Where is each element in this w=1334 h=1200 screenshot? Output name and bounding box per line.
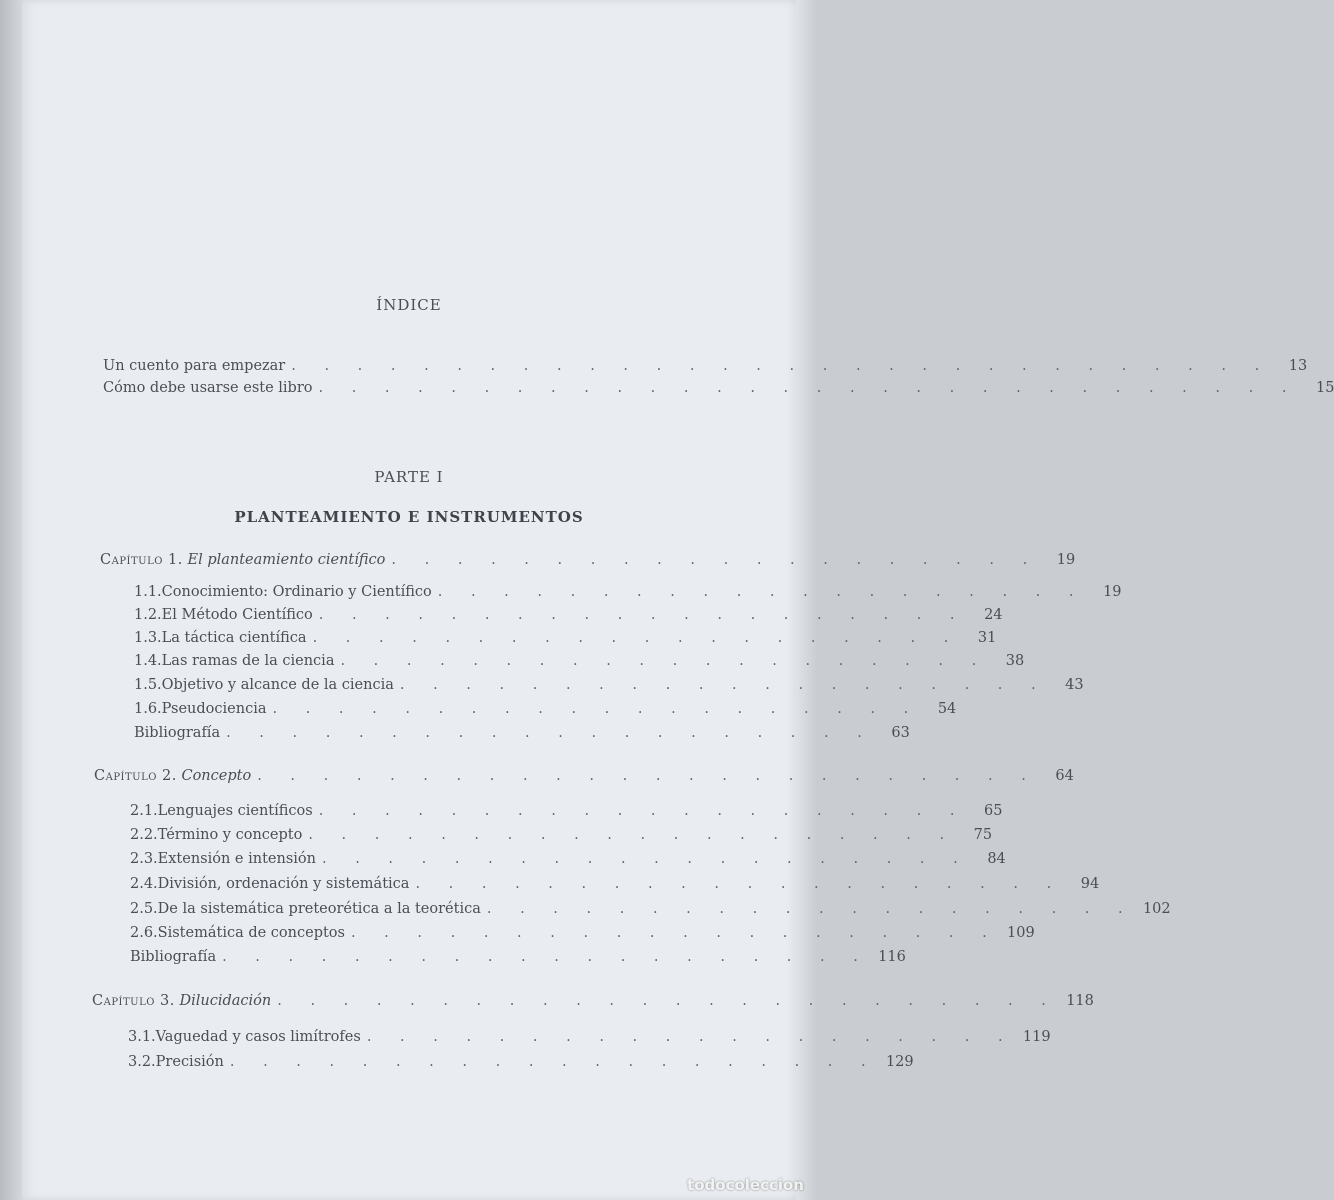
part-label: PARTE I (374, 468, 444, 486)
chapter-page: 64 (1055, 768, 1074, 784)
section-entry (134, 627, 997, 649)
leader-dots: . . . . . . . . . . . . . . . . . . . . (229, 1054, 878, 1070)
section-page: 84 (987, 851, 1006, 867)
section-entry (130, 848, 1006, 870)
leader-dots: . . . . . . . . . . . . . . . . . . . . (318, 803, 967, 819)
chapter-heading (94, 765, 1074, 787)
section-label: Vaguedad y casos limítrofes (155, 1029, 361, 1045)
section-number: 2.4. (130, 876, 158, 892)
section-entry (134, 722, 910, 744)
leader-dots: . . . . . . . . . . . . . . . . . . . . (366, 1029, 1015, 1045)
leader-dots: . . . . . . . . . . . . . . . . . . . . . . . . . . . . . . (318, 380, 1299, 396)
section-entry (130, 946, 906, 968)
leader-dots: . . . . . . . . . . . . . . . . . . . . (340, 653, 989, 669)
section-entry (130, 800, 1003, 822)
section-page: 19 (1103, 584, 1122, 600)
section-entry (130, 873, 1100, 895)
section-entry (134, 581, 1122, 603)
section-label: Extensión e intensión (157, 851, 316, 867)
section-number: 2.6. (130, 925, 158, 941)
section-page: 116 (878, 949, 906, 965)
index-title: ÍNDICE (376, 296, 442, 314)
section-page: 75 (973, 827, 993, 843)
section-page: 94 (1080, 876, 1100, 892)
chapter-title: El planteamiento científico (187, 552, 386, 568)
section-entry (134, 604, 1003, 626)
chapter-number: Capítulo 2. (94, 768, 177, 784)
section-label: División, ordenación y sistemática (157, 876, 410, 892)
section-label: Pseudociencia (161, 701, 267, 717)
leader-dots: . . . . . . . . . . . . . . . . . . . . . . . . . . . . . . (291, 358, 1272, 374)
toc-entry-page: 13 (1288, 358, 1308, 374)
toc-entry-page: 15 (1316, 380, 1334, 396)
section-page: 65 (984, 803, 1003, 819)
leader-dots: . . . . . . . . . . . . . . . . . . . . (415, 876, 1064, 892)
section-number: 1.3. (134, 630, 162, 646)
leader-dots: . . . . . . . . . . . . . . . . . . . . (272, 701, 921, 717)
section-label: Sistemática de conceptos (157, 925, 345, 941)
section-entry (130, 824, 993, 846)
section-entry (130, 922, 1035, 944)
chapter-heading (92, 990, 1094, 1012)
section-page: 109 (1007, 925, 1035, 941)
section-number: 2.2. (130, 827, 158, 843)
section-label: Conocimiento: Ordinario y Científico (161, 584, 432, 600)
leader-dots: . . . . . . . . . . . . . . . . . . . . (308, 827, 957, 843)
leader-dots: . . . . . . . . . . . . . . . . . . . . (437, 584, 1086, 600)
section-label: Objetivo y alcance de la ciencia (161, 677, 394, 693)
section-number: 1.1. (134, 584, 162, 600)
section-label: El Método Científico (161, 607, 313, 623)
section-number: 2.3. (130, 851, 158, 867)
section-number: 1.6. (134, 701, 162, 717)
section-label: Bibliografía (130, 949, 217, 965)
section-label: Las ramas de la ciencia (161, 653, 335, 669)
section-entry (134, 698, 957, 720)
leader-dots: . . . . . . . . . . . . . . . . . . . . (486, 901, 1135, 917)
section-number: 2.1. (130, 803, 158, 819)
section-page: 24 (984, 607, 1003, 623)
chapter-title: Concepto (181, 768, 252, 784)
section-page: 119 (1022, 1029, 1051, 1045)
part-title: PLANTEAMIENTO E INSTRUMENTOS (234, 508, 584, 526)
section-label: Precisión (155, 1054, 224, 1070)
section-label: Término y concepto (157, 827, 303, 843)
section-entry (134, 674, 1084, 696)
leader-dots: . . . . . . . . . . . . . . . . . . . . . . . . (277, 993, 1058, 1009)
section-number: 3.1. (128, 1029, 156, 1045)
chapter-number: Capítulo 3. (92, 993, 175, 1009)
section-number: 3.2. (128, 1054, 156, 1070)
section-label: La táctica científica (161, 630, 307, 646)
toc-entry (103, 355, 1308, 377)
chapter-heading (100, 549, 1076, 571)
book-spine (0, 0, 22, 1200)
section-number: 1.4. (134, 653, 162, 669)
leader-dots: . . . . . . . . . . . . . . . . . . . . (350, 925, 999, 941)
section-page: 31 (977, 630, 997, 646)
chapter-page: 118 (1066, 993, 1094, 1009)
leader-dots: . . . . . . . . . . . . . . . . . . . . (312, 630, 961, 646)
leader-dots: . . . . . . . . . . . . . . . . . . . . (222, 949, 870, 965)
section-label: Bibliografía (134, 725, 221, 741)
section-page: 54 (937, 701, 957, 717)
toc-entry-label: Cómo debe usarse este libro (103, 380, 313, 396)
watermark: todocoleccion (687, 1176, 804, 1194)
section-page: 43 (1065, 677, 1084, 693)
leader-dots: . . . . . . . . . . . . . . . . . . . . (226, 725, 874, 741)
section-entry (130, 898, 1171, 920)
section-label: Lenguajes científicos (157, 803, 313, 819)
leader-dots: . . . . . . . . . . . . . . . . . . . . (399, 677, 1048, 693)
section-page: 102 (1142, 901, 1171, 917)
section-page: 129 (885, 1054, 914, 1070)
section-page: 63 (891, 725, 910, 741)
chapter-number: Capítulo 1. (100, 552, 183, 568)
section-number: 1.2. (134, 607, 162, 623)
leader-dots: . . . . . . . . . . . . . . . . . . . . (322, 851, 970, 867)
chapter-title: Dilucidación (179, 993, 272, 1009)
section-label: De la sistemática preteorética a la teorética (157, 901, 481, 917)
section-number: 1.5. (134, 677, 162, 693)
section-entry (128, 1051, 914, 1073)
section-entry (134, 650, 1025, 672)
section-page: 38 (1005, 653, 1025, 669)
section-number: 2.5. (130, 901, 158, 917)
leader-dots: . . . . . . . . . . . . . . . . . . . . (391, 552, 1040, 568)
leader-dots: . . . . . . . . . . . . . . . . . . . . (318, 607, 967, 623)
toc-entry-label: Un cuento para empezar (103, 358, 286, 374)
chapter-page: 19 (1056, 552, 1076, 568)
leader-dots: . . . . . . . . . . . . . . . . . . . . . . . . (257, 768, 1038, 784)
toc-entry (103, 377, 1334, 399)
section-entry (128, 1026, 1051, 1048)
